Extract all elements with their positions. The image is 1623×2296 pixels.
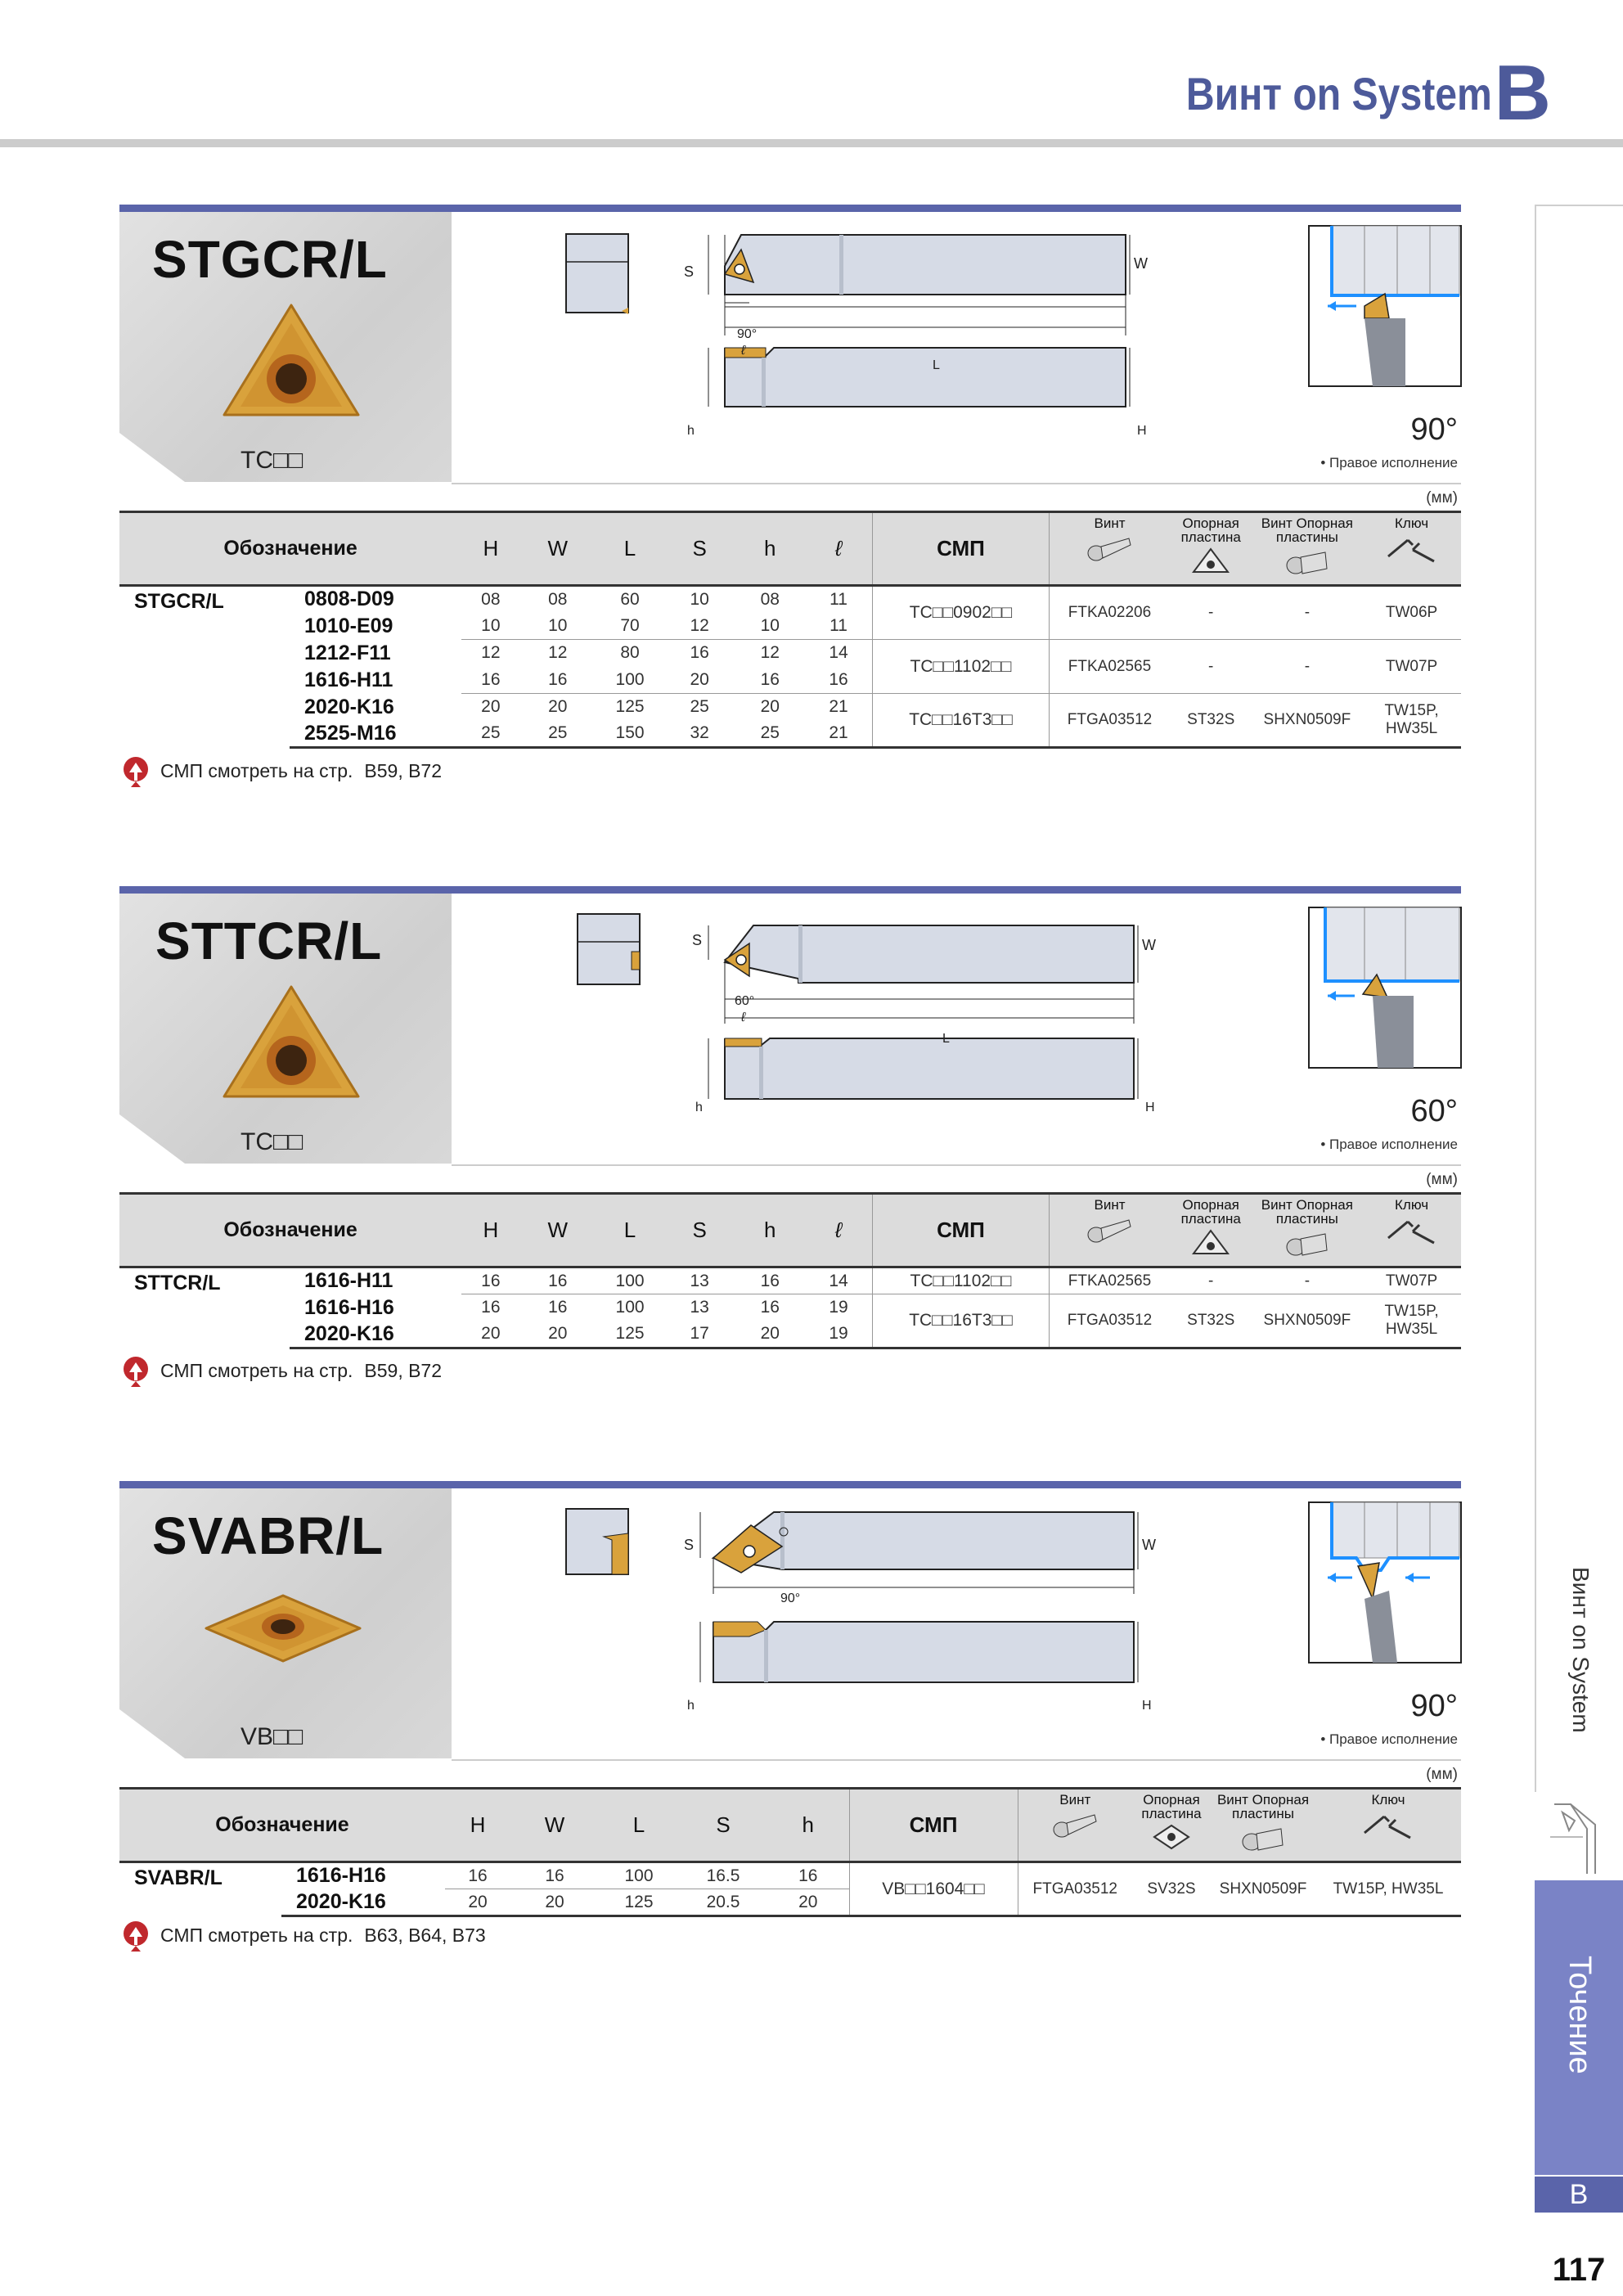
insert-reference-note: [119, 754, 442, 787]
cell-h: 20: [735, 1321, 805, 1348]
cell-h: 12: [760, 643, 780, 663]
dim-label-s: S: [684, 1537, 695, 1553]
header-rule: [0, 139, 1623, 147]
table-header-row: [119, 1194, 1461, 1267]
screw-icon: [1050, 1808, 1099, 1841]
cell-W: 20: [520, 1321, 596, 1348]
table-row: [119, 1294, 1461, 1321]
cell-S: 25: [690, 697, 709, 717]
end-view-drawing: [561, 1504, 635, 1586]
cell-h: 16: [735, 667, 805, 694]
cell-seat-screw: SHXN0509F: [1211, 1862, 1315, 1916]
note-text: СМП смотреть на стр.: [160, 1359, 353, 1381]
model-code: 1010-E09: [304, 614, 393, 637]
cell-H: 25: [461, 721, 519, 748]
model-code: 1616-H11: [304, 668, 393, 691]
col-smp: СМП: [849, 1789, 1018, 1862]
hand-note: • Правое исполнение: [1320, 1731, 1458, 1747]
col-H: H: [445, 1789, 510, 1862]
cell-ell: 14: [829, 643, 848, 663]
cell-ell: 14: [805, 1267, 872, 1294]
col-screw: [1050, 512, 1170, 586]
dim-label-w: W: [1142, 1537, 1156, 1553]
cell-ell: 19: [829, 1298, 848, 1317]
table-row: [119, 1862, 1461, 1889]
key-icon: [1383, 532, 1441, 565]
table-row: [119, 586, 1461, 613]
cell-seat-screw: SHXN0509F: [1252, 1294, 1362, 1348]
cell-H: 16: [445, 1862, 510, 1889]
cell-seat-screw: -: [1252, 640, 1362, 694]
insert-reference-note: [119, 1354, 442, 1387]
cell-key: TW15P, HW35L: [1362, 1294, 1461, 1348]
insert-diamond-icon: [201, 1587, 365, 1669]
cell-H: 12: [481, 643, 501, 663]
cell-smp: TC□□0902□□: [872, 586, 1049, 640]
cell-W: 16: [510, 1862, 599, 1889]
cell-L: 125: [615, 697, 645, 717]
insert-code: TC□□: [241, 447, 303, 474]
cell-L: 100: [599, 1862, 679, 1889]
col-L: L: [596, 512, 664, 586]
reference-arrow-icon: [119, 754, 152, 787]
section-svabr: [119, 1481, 1461, 1988]
col-smp: СМП: [872, 1194, 1049, 1267]
cell-H: 20: [481, 697, 501, 717]
col-key: [1362, 512, 1461, 586]
cell-W: 12: [548, 643, 568, 663]
key-icon: [1383, 1213, 1441, 1246]
side-tab-top-line: [1535, 205, 1623, 206]
col-key-label: Ключ: [1395, 1197, 1429, 1213]
cell-seat-screw: -: [1252, 586, 1362, 640]
col-H: H: [461, 1194, 519, 1267]
cell-W: 08: [548, 589, 568, 609]
cell-h: 20: [767, 1889, 849, 1916]
col-h: h: [735, 1194, 805, 1267]
cell-H: 20: [445, 1889, 510, 1916]
model-code: 2020-K16: [304, 695, 394, 718]
col-key-label: Ключ: [1371, 1792, 1405, 1808]
section-title: STTCR/L: [155, 912, 383, 970]
seat-plate-icon: [1190, 1227, 1231, 1257]
col-seat-screw-label: Винт Опорная пластины: [1261, 515, 1353, 545]
col-h: h: [735, 512, 805, 586]
col-screw-label: Винт: [1094, 1197, 1126, 1213]
cell-L: 60: [620, 589, 640, 609]
spec-table: [119, 511, 1461, 749]
model-code: 2020-K16: [281, 1889, 445, 1916]
hand-note: • Правое исполнение: [1320, 1137, 1458, 1152]
cell-S: 12: [664, 613, 735, 640]
cell-S: 10: [690, 589, 709, 609]
tool-top-view-drawing: [684, 909, 1142, 1171]
cell-H: 16: [461, 667, 519, 694]
cell-key: TW15P, HW35L: [1362, 694, 1461, 748]
dim-label-s: S: [684, 263, 695, 280]
col-key: [1315, 1789, 1461, 1862]
cell-L: 125: [599, 1889, 679, 1916]
cell-screw: FTGA03512: [1018, 1862, 1132, 1916]
cell-smp: TC□□1102□□: [872, 640, 1049, 694]
reference-arrow-icon: [119, 1919, 152, 1952]
dim-label-l: L: [933, 358, 940, 372]
dim-label-w: W: [1134, 255, 1148, 272]
cell-S: 13: [664, 1267, 735, 1294]
cell-W: 16: [520, 667, 596, 694]
cell-ell: 16: [805, 667, 872, 694]
col-W: W: [520, 512, 596, 586]
col-key: [1362, 1194, 1461, 1267]
cell-key: TW15P, HW35L: [1315, 1862, 1461, 1916]
model-code: 1616-H16: [296, 1864, 386, 1888]
cell-smp: TC□□16T3□□: [872, 1294, 1049, 1348]
cell-h: 16: [735, 1267, 805, 1294]
col-seat-label: Опорная пластина: [1141, 1792, 1202, 1821]
cell-L: 80: [620, 643, 640, 663]
col-screw: [1050, 1194, 1170, 1267]
approach-angle: 90°: [1410, 1689, 1458, 1723]
table-header-row: [119, 512, 1461, 586]
cell-L: 125: [596, 1321, 664, 1348]
cell-seat-screw: -: [1252, 1267, 1362, 1294]
model-code: 1616-H16: [304, 1295, 394, 1319]
col-seat: [1132, 1789, 1211, 1862]
cell-S: 32: [664, 721, 735, 748]
table-header-row: [119, 1789, 1461, 1862]
cell-screw: FTGA03512: [1050, 1294, 1170, 1348]
col-seat-label: Опорная пластина: [1180, 515, 1241, 545]
cell-screw: FTKA02565: [1050, 640, 1170, 694]
cell-seat: -: [1170, 640, 1252, 694]
key-icon: [1360, 1808, 1417, 1841]
col-designation: Обозначение: [119, 1194, 461, 1267]
dim-label-angle: 90°: [780, 1591, 801, 1605]
spec-table: [119, 1787, 1461, 1917]
approach-angle: 90°: [1410, 412, 1458, 447]
approach-angle: 60°: [1410, 1094, 1458, 1128]
cell-h: 08: [760, 589, 780, 609]
col-screw: [1018, 1789, 1132, 1862]
cell-screw: FTKA02206: [1050, 586, 1170, 640]
col-ell: ℓ: [805, 512, 872, 586]
seat-screw-icon: [1283, 546, 1332, 579]
seat-screw-icon: [1239, 1822, 1288, 1855]
side-tab-letter: B: [1535, 2177, 1623, 2213]
cell-seat-screw: SHXN0509F: [1252, 694, 1362, 748]
col-W: W: [510, 1789, 599, 1862]
cell-ell: 11: [805, 613, 872, 640]
cell-S: 16: [690, 643, 709, 663]
col-h: h: [767, 1789, 849, 1862]
application-diagram: [1307, 906, 1463, 1069]
cell-seat: ST32S: [1170, 694, 1252, 748]
cell-H: 08: [481, 589, 501, 609]
spec-table: [119, 1192, 1461, 1349]
side-tab-band-label: Точение: [1562, 1956, 1597, 2074]
col-key-label: Ключ: [1395, 515, 1429, 531]
col-W: W: [520, 1194, 596, 1267]
dim-label-h-big: H: [1145, 1101, 1155, 1114]
note-page-refs[interactable]: B63, B64, B73: [364, 1924, 486, 1946]
cell-ell: 21: [829, 697, 848, 717]
col-S: S: [664, 512, 735, 586]
section-title: STGCR/L: [152, 230, 388, 289]
col-seat-screw-label: Винт Опорная пластины: [1261, 1197, 1353, 1227]
cell-ell: 11: [829, 589, 847, 609]
table-row: [119, 694, 1461, 721]
dim-label-ell: ℓ: [741, 344, 746, 358]
model-code: 2020-K16: [290, 1321, 461, 1348]
group-name: SVABR/L: [134, 1866, 223, 1889]
cell-h: 25: [735, 721, 805, 748]
cell-L: 100: [596, 667, 664, 694]
cell-seat: SV32S: [1132, 1862, 1211, 1916]
seat-screw-icon: [1283, 1227, 1332, 1260]
reference-arrow-icon: [119, 1354, 152, 1387]
application-diagram: [1307, 224, 1463, 388]
cell-screw: FTKA02565: [1050, 1267, 1170, 1294]
col-seat: [1170, 1194, 1252, 1267]
cell-W: 20: [510, 1889, 599, 1916]
page-number: 117: [1552, 2252, 1606, 2288]
application-diagram: [1307, 1501, 1463, 1664]
col-seat-label: Опорная пластина: [1180, 1197, 1241, 1227]
screw-icon: [1085, 1213, 1134, 1246]
dim-label-h-big: H: [1137, 424, 1147, 438]
col-L: L: [596, 1194, 664, 1267]
cell-key: TW06P: [1362, 586, 1461, 640]
cell-L: 100: [615, 1298, 645, 1317]
col-smp: СМП: [872, 512, 1049, 586]
note-page-refs[interactable]: B59, B72: [364, 1359, 443, 1381]
cell-H: 10: [461, 613, 519, 640]
cell-smp: VB□□1604□□: [849, 1862, 1018, 1916]
cell-key: TW07P: [1362, 1267, 1461, 1294]
insert-code: TC□□: [241, 1128, 303, 1155]
dim-label-angle: 60°: [735, 994, 755, 1008]
side-tab-line: [1535, 205, 1536, 1792]
col-ell: ℓ: [805, 1194, 872, 1267]
model-code: 2525-M16: [290, 721, 461, 748]
cell-h: 16: [760, 1298, 780, 1317]
cell-seat: ST32S: [1170, 1294, 1252, 1348]
col-seat-screw: [1252, 1194, 1362, 1267]
col-S: S: [664, 1194, 735, 1267]
insert-triangle-icon: [218, 980, 365, 1103]
cell-h: 10: [735, 613, 805, 640]
side-tab-label: Винт on System: [1568, 1567, 1594, 1733]
cell-h: 16: [767, 1862, 849, 1889]
cell-smp: TC□□1102□□: [872, 1267, 1049, 1294]
cell-S: 20: [664, 667, 735, 694]
cell-W: 20: [548, 697, 568, 717]
insert-reference-note: [119, 1919, 486, 1952]
dim-label-ell: ℓ: [741, 1011, 746, 1024]
col-S: S: [679, 1789, 767, 1862]
col-H: H: [461, 512, 519, 586]
section-top-bar: [119, 1481, 1461, 1488]
cell-L: 100: [596, 1267, 664, 1294]
cell-ell: 21: [805, 721, 872, 748]
cell-W: 10: [520, 613, 596, 640]
model-code: 1212-F11: [304, 641, 391, 664]
dim-label-h-small: h: [687, 424, 695, 438]
dim-label-angle: 90°: [737, 327, 758, 341]
cell-S: 13: [690, 1298, 709, 1317]
page-header-title: Винт on System: [1186, 68, 1492, 119]
section-top-bar: [119, 886, 1461, 894]
dim-label-w: W: [1142, 937, 1156, 953]
seat-plate-icon: [1151, 1822, 1192, 1852]
dim-label-h-big: H: [1142, 1699, 1152, 1713]
dim-label-s: S: [692, 932, 703, 948]
end-view-drawing: [573, 909, 646, 991]
units-label: (мм): [1426, 1766, 1458, 1783]
page-header-letter: B: [1494, 49, 1551, 137]
cell-W: 16: [548, 1298, 568, 1317]
dim-label-h-small: h: [695, 1101, 703, 1114]
cell-H: 20: [461, 1321, 519, 1348]
tool-top-view-drawing: [676, 1501, 1142, 1763]
hand-note: • Правое исполнение: [1320, 455, 1458, 470]
cell-S: 16.5: [679, 1862, 767, 1889]
section-sttcr: [119, 886, 1461, 1410]
col-screw-label: Винт: [1059, 1792, 1091, 1808]
section-rule: [452, 483, 1461, 484]
cell-h: 20: [760, 697, 780, 717]
group-name: STTCR/L: [134, 1272, 221, 1294]
col-seat: [1170, 512, 1252, 586]
note-page-refs[interactable]: B59, B72: [364, 759, 443, 781]
dim-label-h-small: h: [687, 1699, 695, 1713]
insert-code: VB□□: [241, 1723, 303, 1750]
note-text: СМП смотреть на стр.: [160, 759, 353, 781]
table-row: [119, 1267, 1461, 1294]
cell-H: 16: [481, 1298, 501, 1317]
cell-ell: 19: [805, 1321, 872, 1348]
col-seat-screw-label: Винт Опорная пластины: [1216, 1792, 1310, 1821]
units-label: (мм): [1426, 1171, 1458, 1188]
screw-icon: [1085, 532, 1134, 565]
col-seat-screw: [1252, 512, 1362, 586]
col-designation: Обозначение: [119, 512, 461, 586]
group-name: STGCR/L: [134, 590, 224, 613]
cell-key: TW07P: [1362, 640, 1461, 694]
col-designation: Обозначение: [119, 1789, 445, 1862]
cell-S: 20.5: [679, 1889, 767, 1916]
table-row: [119, 640, 1461, 667]
model-code: 1616-H11: [304, 1269, 393, 1293]
dim-label-l: L: [942, 1032, 950, 1046]
col-L: L: [599, 1789, 679, 1862]
section-title: SVABR/L: [152, 1506, 384, 1565]
col-seat-screw: [1211, 1789, 1315, 1862]
cell-seat: -: [1170, 586, 1252, 640]
cell-W: 25: [520, 721, 596, 748]
cell-smp: TC□□16T3□□: [872, 694, 1049, 748]
end-view-drawing: [561, 229, 635, 327]
model-code: 0808-D09: [304, 588, 394, 611]
cell-H: 16: [461, 1267, 519, 1294]
turning-tool-icon: [1538, 1796, 1620, 1878]
units-label: (мм): [1426, 489, 1458, 506]
section-top-bar: [119, 205, 1461, 212]
seat-plate-icon: [1190, 546, 1231, 575]
note-text: СМП смотреть на стр.: [160, 1924, 353, 1946]
section-stgcr: [119, 205, 1461, 810]
cell-W: 16: [520, 1267, 596, 1294]
cell-L: 70: [596, 613, 664, 640]
cell-L: 150: [596, 721, 664, 748]
cell-screw: FTGA03512: [1050, 694, 1170, 748]
insert-triangle-icon: [218, 299, 365, 421]
col-screw-label: Винт: [1094, 515, 1126, 531]
cell-seat: -: [1170, 1267, 1252, 1294]
cell-S: 17: [664, 1321, 735, 1348]
